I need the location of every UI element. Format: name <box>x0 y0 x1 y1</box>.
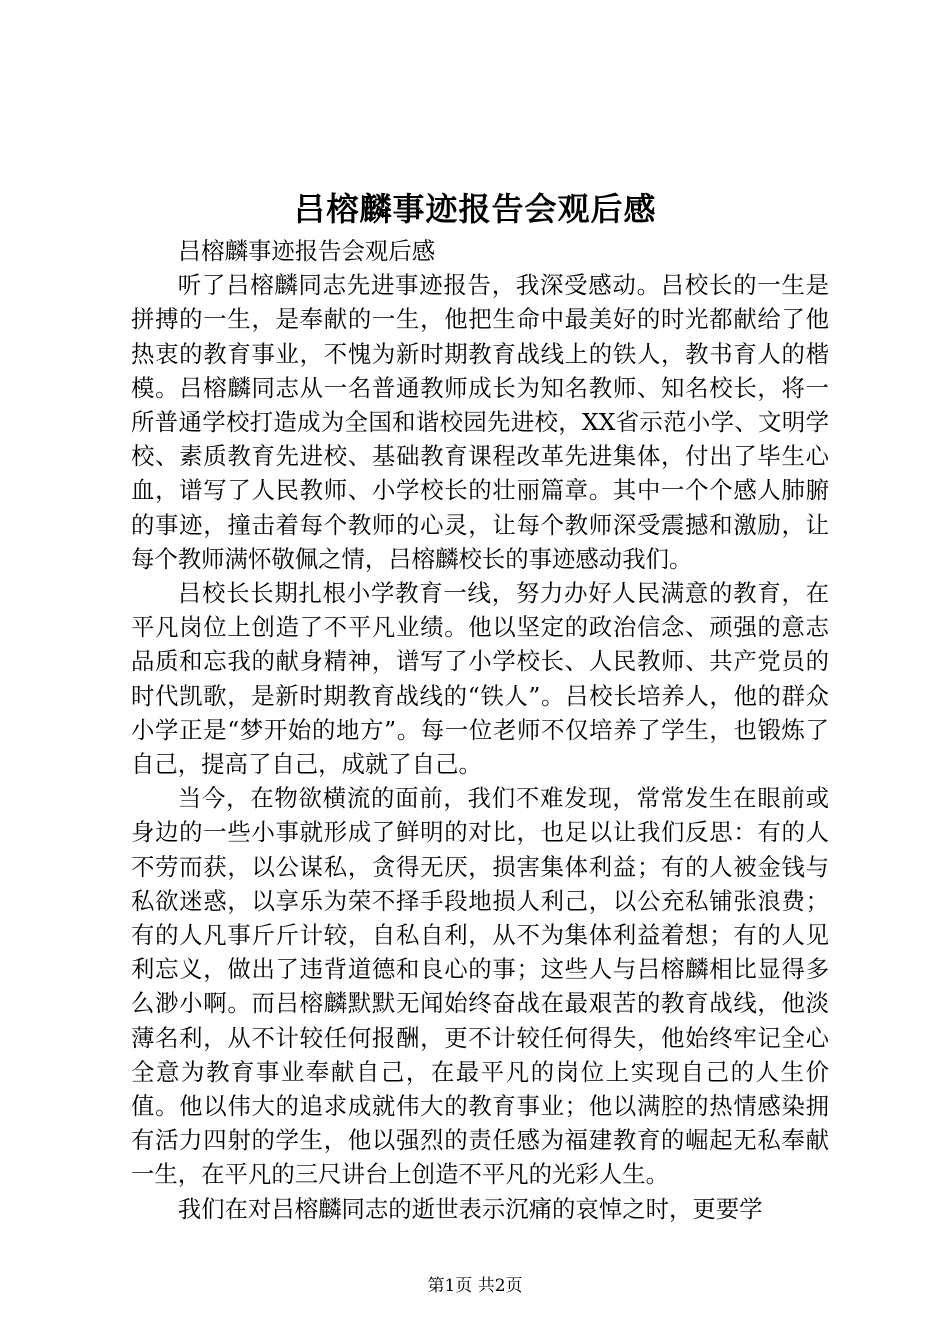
document-title: 吕榕麟事迹报告会观后感 <box>293 190 657 228</box>
body-paragraph: 当今，在物欲横流的面前，我们不难发现，常常发生在眼前或身边的一些小事就形成了鲜明的对比，也足以让我们反思：有的人不劳而获，以公谋私，贪得无厌，损害集体利益；有的人被金钱与私欲迷惑，以享乐为荣不择手段地损人利己，以公充私铺张浪费；有的人凡事斤斤计较，自私自利，从不为集体利益着想；有的人见利忘义，做出了违背道德和良心的事；这些人与吕榕麟相比显得多么渺小啊。而吕榕麟默默无闻始终奋战在最艰苦的教育战线，他淡薄名利，从不计较任何报酬，更不计较任何得失，他始终牢记全心全意为教育事业奉献自己，在最平凡的岗位上实现自己的人生价值。他以伟大的追求成就伟大的教育事业；他以满腔的热情感染拥有活力四射的学生，他以强烈的责任感为福建教育的崛起无私奉献一生，在平凡的三尺讲台上创造不平凡的光彩人生。 <box>131 784 829 1189</box>
body-paragraph-subtitle: 吕榕麟事迹报告会观后感 <box>177 237 436 265</box>
body-paragraph: 吕校长长期扎根小学教育一线，努力办好人民满意的教育，在平凡岗位上创造了不平凡业绩。他以坚定的政治信念、顽强的意志品质和忘我的献身精神，谱写了小学校长、人民教师、共产党员的时代凯歌，是新时期教育战线的“铁人”。吕校长培养人，他的群众小学正是“梦开始的地方”。每一位老师不仅培养了学生，也锻炼了自己，提高了自己，成就了自己。 <box>131 579 829 779</box>
document-body <box>131 234 829 1226</box>
body-paragraph: 我们在对吕榕麟同志的逝世表示沉痛的哀悼之时，更要学 <box>177 1194 763 1223</box>
page-number-footer: 第1页 共2页 <box>427 1276 523 1296</box>
body-paragraph: 听了吕榕麟同志先进事迹报告，我深受感动。吕校长的一生是拼搏的一生，是奉献的一生，他把生命中最美好的时光都献给了他热衷的教育事业，不愧为新时期教育战线上的铁人，教书育人的楷模。吕榕麟同志从一名普通教师成长为知名教师、知名校长，将一所普通学校打造成为全国和谐校园先进校，XX省示范小学、文明学校、素质教育先进校、基础教育课程改革先进集体，付出了毕生心血，谱写了人民教师、小学校长的壮丽篇章。其中一个个感人肺腑的事迹，撞击着每个教师的心灵，让每个教师深受震撼和激励，让每个教师满怀敬佩之情，吕榕麟校长的事迹感动我们。 <box>131 271 829 573</box>
